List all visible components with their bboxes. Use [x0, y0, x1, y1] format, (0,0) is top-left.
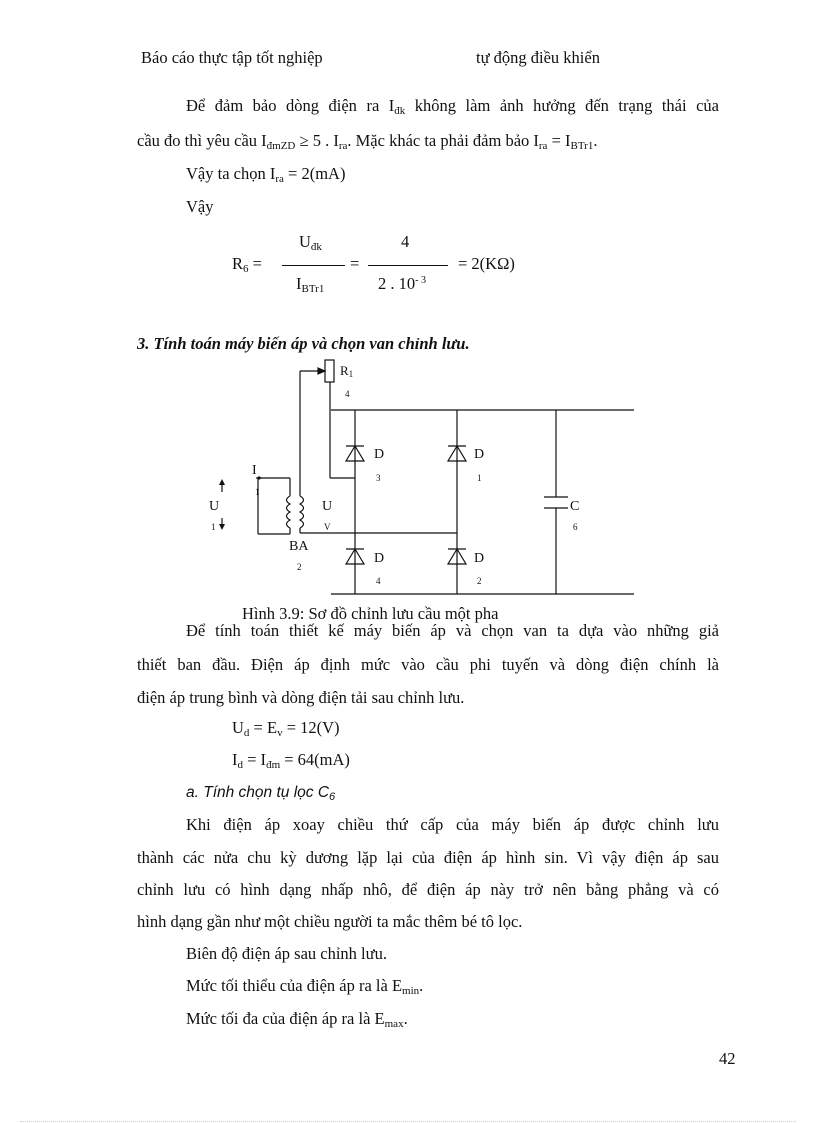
formula-num1: $U_{đk}$ [299, 232, 322, 253]
eq-ud: $U_d = E_v = 12(V)$ [232, 718, 340, 739]
para2-line3: điện áp trung bình và dòng điện tải sau chỉnh lưu. [137, 688, 465, 707]
para1-line2: cầu đo thì yêu cầu $I_{đmZD} \ge 5$ . $I_{ra}$. Mặc khác ta phải đảm bảo $I_{ra} = I_{BTr1}$. [137, 131, 598, 152]
label-c6-num: 6 [573, 522, 578, 532]
fraction-bar-2 [368, 265, 448, 266]
para3-line2: thành các nửa chu kỳ dương lặp lại của điện áp hình sin. Vì vậy điện áp sau [137, 848, 719, 867]
label-d4-num: 4 [376, 576, 381, 586]
para2-line2: thiết ban đầu. Điện áp định mức vào cầu phi tuyến và dòng điện chính là [137, 655, 719, 674]
bottom-dotted-rule [20, 1121, 796, 1122]
label-d3: D [374, 447, 385, 462]
formula-num2: 4 [401, 232, 410, 251]
label-ba: BA [289, 539, 309, 554]
emin-line: Mức tối thiểu của điện áp ra là $E_{min}$. [186, 976, 424, 997]
label-u1: U [209, 499, 220, 514]
label-i1: I [252, 463, 257, 478]
amplitude-line: Biên độ điện áp sau chỉnh lưu. [186, 944, 387, 963]
eq-id: $I_d = I_{đm} = 64(mA)$ [232, 750, 350, 771]
label-r1: R1 [340, 363, 354, 379]
para2-line1: Để tính toán thiết kế máy biến áp và chọn van ta dựa vào những giả [186, 621, 719, 640]
para1-line1: Để đảm bảo dòng điện ra $I_{đk}$ không làm ảnh hưởng đến trạng thái của [186, 96, 719, 117]
header-left: Báo cáo thực tập tốt nghiệp [141, 48, 323, 67]
label-u1-num: 1 [211, 522, 216, 532]
para3-line4: hình dạng gần như một chiều người ta mắc thêm bé tô lọc. [137, 912, 523, 931]
label-i1-num: 1 [255, 487, 260, 497]
bridge-rectifier-diagram [200, 350, 650, 610]
page-number: 42 [719, 1049, 736, 1068]
label-c6: C [570, 499, 580, 514]
label-d2: D [474, 551, 485, 566]
subheading-a: a. Tính chọn tụ lọc $C_6$ [186, 784, 336, 803]
vay-line: Vậy [186, 197, 214, 216]
figure-caption: Hình 3.9: Sơ đồ chỉnh lưu cầu một pha [242, 604, 499, 623]
fraction-bar-1 [282, 265, 345, 266]
formula-result: = 2(KΩ) [458, 254, 515, 273]
label-ba-num: 2 [297, 562, 302, 572]
choose-line: Vậy ta chọn $I_{ra} = 2(mA)$ [186, 164, 346, 185]
section-heading: 3. Tính toán máy biến áp và chọn van chỉnh lưu. [137, 334, 470, 353]
label-uv-sub: V [324, 522, 331, 532]
formula-lhs: $R_6$ = [232, 254, 262, 275]
para3-line3: chỉnh lưu có hình dạng nhấp nhô, để điện áp này trở nên bằng phẳng và có [137, 880, 719, 899]
label-d2-num: 2 [477, 576, 482, 586]
label-d1: D [474, 447, 485, 462]
formula-den2: 2 . $10^{- 3}$ [378, 274, 426, 293]
para3-line1: Khi điện áp xoay chiều thứ cấp của máy biến áp được chỉnh lưu [186, 815, 719, 834]
emax-line: Mức tối đa của điện áp ra là $E_{max}$. [186, 1009, 408, 1030]
formula-eq2: = [350, 254, 360, 273]
label-uv: U [322, 499, 333, 514]
header-right: tự động điều khiển [476, 48, 600, 67]
label-d1-num: 1 [477, 473, 482, 483]
label-d3-num: 3 [376, 473, 381, 483]
label-d4: D [374, 551, 385, 566]
formula-den1: $I_{BTr1}$ [296, 274, 325, 295]
label-r1-num: 4 [345, 389, 350, 399]
